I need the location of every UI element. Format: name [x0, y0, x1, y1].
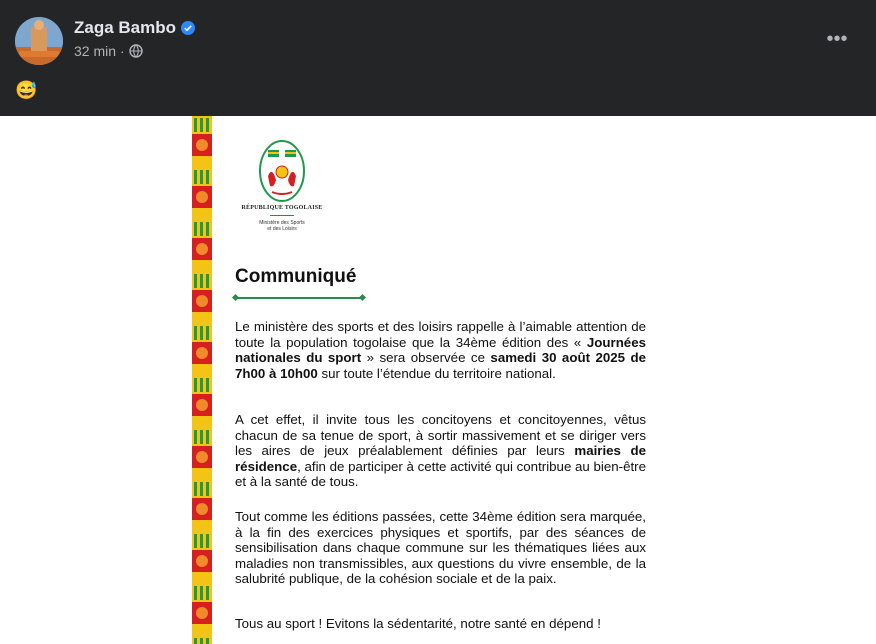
paragraph-2 [235, 412, 646, 490]
globe-icon [129, 44, 143, 58]
p1-text-b: Journées nationales du sport [235, 334, 646, 365]
communique-document [192, 116, 876, 644]
communique-title: Communiqué [235, 266, 357, 287]
post-meta [74, 43, 143, 59]
author-name[interactable]: Zaga Bambo [74, 18, 177, 37]
p2-text-b: mairies de résidence [235, 443, 646, 474]
title-rule [235, 297, 363, 299]
post-time[interactable]: 32 min [74, 43, 117, 59]
p1-text-e: sur toute l’étendue du territoire national. [317, 365, 556, 381]
post-text-emoji: 😅 [15, 80, 38, 100]
organization-name: RÉPUBLIQUE TOGOLAISE [241, 205, 323, 211]
p2-text-c: , afin de participer à cette activité qui contribue au bien-être et à la santé de tous. [235, 458, 646, 489]
paragraph-3: Tout comme les éditions passées, cette 34ème édition sera marquée, à la fin des exercices physiques et sportifs, par des séances de sensibilisation dans chaque commune sur les thématiques liées aux maladies non transmissibles, aux questions du vivre ensemble, de la salubrité publique, de la cohésion sociale et de la paix. [235, 509, 646, 586]
ministry-line-2: et des Loisirs [267, 226, 297, 232]
org-divider [270, 215, 294, 216]
p1-text-a: Le ministère des sports et des loisirs rappelle à l’aimable attention de toute la population togolaise que la 34ème édition des « [235, 319, 646, 350]
p2-text-a: A cet effet, il invite tous les concitoyens et concitoyennes, vêtus chacun de sa tenue de sport, à sortir massivement et se diriger vers les aires de jeux préalablement définies par leurs [235, 412, 646, 458]
ministry-line-1: Ministère des Sports [259, 220, 305, 226]
ministry-name [236, 220, 328, 232]
author-avatar[interactable] [15, 17, 63, 65]
verified-badge-icon [181, 21, 195, 35]
p1-text-c: » sera observée ce [361, 350, 491, 365]
post-header [0, 0, 876, 116]
meta-separator: · [120, 43, 125, 59]
togo-coat-of-arms-icon [254, 136, 310, 206]
more-options-button[interactable]: ••• [826, 28, 848, 50]
kente-border-strip [192, 116, 212, 644]
paragraph-1 [235, 319, 646, 381]
p1-text-d: samedi 30 août 2025 de 7h00 à 10h00 [235, 350, 647, 381]
post-image[interactable] [0, 116, 876, 644]
paragraph-4: Tous au sport ! Evitons la sédentarité, notre santé en dépend ! [235, 616, 601, 631]
